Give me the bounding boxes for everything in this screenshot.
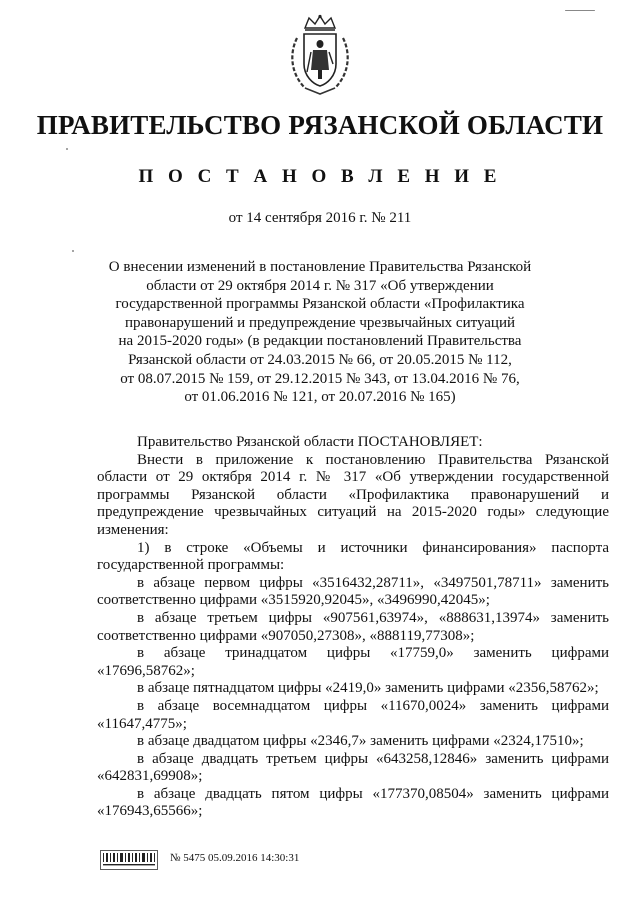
- body-line: области от 29 октября 2014 г. № 317 «Об утверждении государственной: [97, 469, 609, 486]
- body-line: программы Рязанской области «Профилактика правонарушений и: [97, 486, 609, 503]
- document-registration-code: № 5475 05.09.2016 14:30:31: [170, 852, 300, 864]
- document-date-number: от 14 сентября 2016 г. № 211: [228, 210, 412, 226]
- subject-line: правонарушений и предупреждение чрезвычайных ситуаций: [124, 314, 516, 331]
- intro-paragraph: [97, 452, 609, 540]
- amendment-paragraph: [97, 645, 609, 680]
- subject-line: области от 29 октября 2014 г. № 317 «Об утверждении: [146, 277, 494, 294]
- scan-speck: [565, 10, 595, 11]
- ryazan-coat-of-arms-icon: [287, 14, 353, 96]
- item-1-paragraph: [97, 540, 609, 575]
- subject-line: Рязанской области от 24.03.2015 № 66, от 20.05.2015 № 112,: [128, 351, 512, 368]
- document-body: [97, 434, 609, 821]
- body-line: изменения:: [97, 521, 169, 538]
- amendment-paragraph: [97, 610, 609, 645]
- document-subject: [100, 258, 540, 407]
- amendment-paragraph: в абзаце пятнадцатом цифры «2419,0» заменить цифрами «2356,58762»;: [137, 680, 599, 697]
- document-footer: [100, 848, 360, 872]
- body-line: соответственно цифрами «907050,27308», «888119,77308»;: [97, 627, 475, 644]
- body-line: 1) в строке «Объемы и источники финансирования» паспорта: [137, 539, 609, 556]
- barcode-stamp-icon: [100, 850, 158, 870]
- resolves-paragraph: Правительство Рязанской области ПОСТАНОВЛЯЕТ:: [137, 434, 483, 450]
- body-line: в абзаце двадцать пятом цифры «177370,08504» заменить цифрами: [137, 785, 609, 802]
- body-line: Внести в приложение к постановлению Правительства Рязанской: [137, 451, 609, 468]
- body-line: предупреждение чрезвычайных ситуаций на 2015-2020 годы» следующие: [97, 504, 609, 521]
- scan-speck: [72, 250, 74, 252]
- document-type: П О С Т А Н О В Л Е Н И Е: [138, 166, 502, 187]
- subject-line: О внесении изменений в постановление Правительства Рязанской: [108, 259, 532, 275]
- body-line: в абзаце двадцать третьем цифры «643258,12846» заменить цифрами: [137, 750, 609, 767]
- body-line: государственной программы:: [97, 557, 285, 574]
- body-line: соответственно цифрами «3515920,92045», «3496990,42045»;: [97, 592, 490, 609]
- subject-line: государственной программы Рязанской области «Профилактика: [115, 296, 525, 313]
- amendment-paragraph: [97, 786, 609, 821]
- body-line: в абзаце тринадцатом цифры «17759,0» заменить цифрами: [137, 645, 609, 662]
- body-line: «11647,4775»;: [97, 715, 187, 732]
- amendment-paragraph: [97, 751, 609, 786]
- amendment-paragraph: в абзаце двадцатом цифры «2346,7» заменить цифрами «2324,17510»;: [137, 733, 584, 750]
- body-line: в абзаце первом цифры «3516432,28711», «3497501,78711» заменить: [137, 574, 609, 591]
- body-line: в абзаце третьем цифры «907561,63974», «888631,13974» заменить: [137, 609, 609, 626]
- subject-line: от 08.07.2015 № 159, от 29.12.2015 № 343, от 13.04.2016 № 76,: [120, 370, 520, 387]
- body-line: «176943,65566»;: [97, 803, 203, 820]
- subject-line: на 2015-2020 годы» (в редакции постановлений Правительства: [118, 333, 522, 350]
- body-line: «642831,69908»;: [97, 768, 203, 785]
- scan-speck: [66, 148, 68, 150]
- amendment-paragraph: [97, 575, 609, 610]
- body-line: в абзаце восемнадцатом цифры «11670,0024» заменить цифрами: [137, 697, 609, 714]
- amendment-paragraph: [97, 698, 609, 733]
- subject-line: от 01.06.2016 № 121, от 20.07.2016 № 165): [184, 389, 456, 406]
- body-line: «17696,58762»;: [97, 662, 195, 679]
- government-title: ПРАВИТЕЛЬСТВО РЯЗАНСКОЙ ОБЛАСТИ: [36, 110, 604, 140]
